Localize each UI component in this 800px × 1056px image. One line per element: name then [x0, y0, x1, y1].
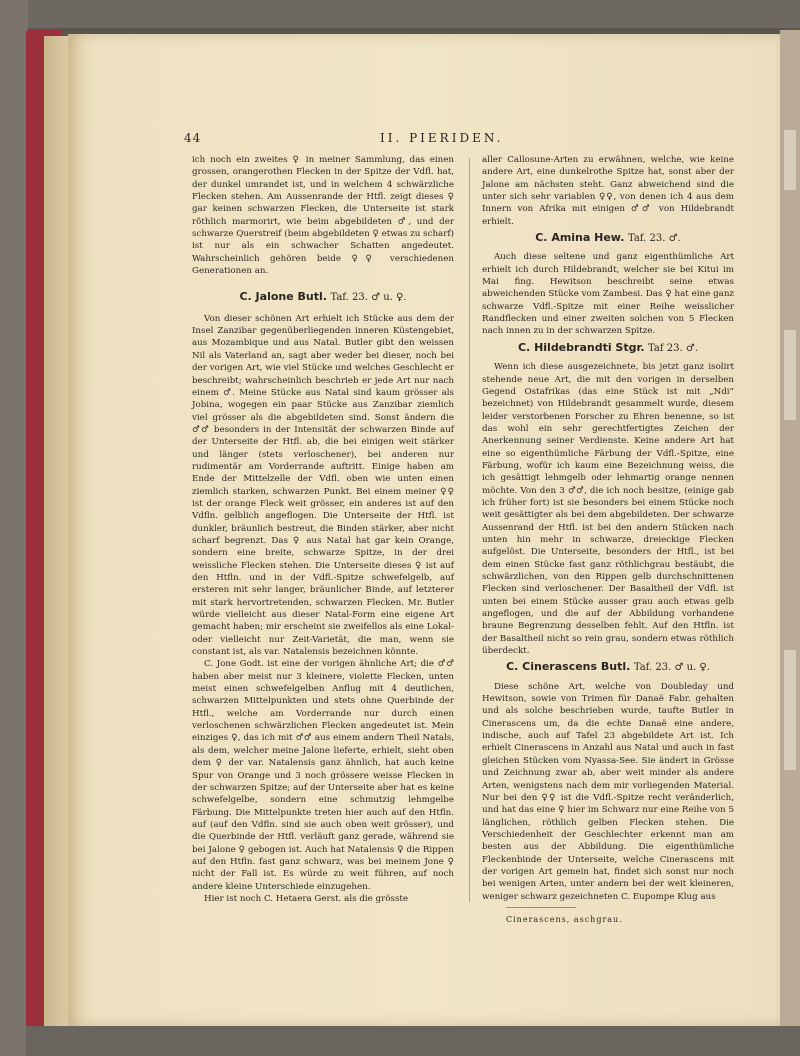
paragraph: Von dieser schönen Art erhielt ich Stücke aus dem der Insel Zanzibar gegenüberliegenden inneren Küstengebiet, aus Mozambique und aus Natal. Butler gibt den weissen Nil als Vaterland an, sagt aber weder bei dieser, noch bei der vorigen Art, wie viel Stücke und welches Geschlecht er beschreibt; wahrscheinlich beschrieb er jede Art nur nach einem ♂. Meine Stücke aus Natal sind kaum grösser als Jobina, wogegen ein paar Stücke aus Zanzibar ziemlich viel grösser als die abgebildeten sind. Sonst ändern die ♂♂ besonders in der Intensität der schwarzen Binde auf der Unterseite der Htfl. ab, die bei einigen weit stärker und länger (stets verloschener), bei anderen nur rudimentär am Vorderrande auftritt. Einige haben am Ende der Mittelzelle der Vdfl. oben wie unten einen ziemlich starken, schwarzen Punkt. Bei einem meiner ♀♀ ist der orange Fleck weit grösser, ein anderes ist auf den Vdfln. gelblich angeflogen. Die Unterseite der Htfl. ist dunkler, bräunlich bestreut, die Binden stärker, aber nicht scharf begrenzt. Das ♀ aus Natal hat gar kein Orange, sondern eine breite, schwarze Spitze, in der drei weissliche Flecken stehen. Die Unterseite dieses ♀ ist auf den Htfln. und in der Vdfl.-Spitze schwefelgelb, auf ersteren mit sehr langer, bräunlicher Binde, auf letzterer mit stark hervortretenden, schwarzen Flecken. Mr. Butler würde vielleicht aus dieser Natal-Form eine eigene Art gemacht haben; mir erscheint sie zweifellos als eine Lokal- oder vielleicht nur Zeit-Varietät, die man, wenn sie constant ist, als var. Natalensis bezeichnen könnte. — [192, 313, 454, 658]
running-head: II. PIERIDEN. — [380, 131, 504, 145]
page-edges — [780, 30, 800, 1030]
book-cover-top — [0, 0, 800, 28]
species-heading — [482, 342, 734, 355]
left-column — [192, 154, 454, 905]
book-cover-left — [0, 0, 28, 1056]
paragraph: Diese schöne Art, welche von Doubleday und Hewitson, sowie von Trimen für Danaë Fabr. gehalten und als solche beschrieben wurde, taufte Butler in Cinerascens um, da die echte Danaë eine andere, indische, auch auf Tafel 23 abgebildete Art ist. Ich erhielt Cinerascens in Anzahl aus Natal und auch in fast gleichen Stücken vom Nyassa-See. Sie ändert in Grösse und Zeichnung zwar ab, aber weit minder als andere Arten, wenigstens nach dem mir vorliegenden Material. Nur bei den ♀♀ ist die Vdfl.-Spitze recht veränderlich, und hat das eine ♀ hier im Schwarz nur eine Reihe von 5 länglichen, röthlich gelben Flecken stehen. Die Verschiedenheit der Geschlechter erkennt man am besten aus der Abbildung. Die eigenthümliche Fleckenbinde der Unterseite, welche Cinerascens mit der vorigen Art gemein hat, findet sich sonst nur noch bei wenigen Arten, unter andern bei der weit kleineren, weniger schwarz gezeichneten C. Eupompe Klug aus — [482, 681, 734, 902]
paragraph: Wenn ich diese ausgezeichnete, bis jetzt ganz isolirt stehende neue Art, die mit den vorigen in derselben Gegend Ostafrikas (das eine Stück ist mit „Ndi“ bezeichnet) von Hildebrandt gesammelt wurde, diesem leider verstorbenen Forscher zu Ehren benenne, so ist das wohl ein sehr gerechtfertigtes Zeichen der Anerkennung seiner Verdienste. Keine andere Art hat eine so eigenthümliche Färbung der Vdfl.-Spitze, eine Färbung, wofür ich kaum eine Bezeichnung weiss, die ich gesättigt lehmgelb oder lehmartig orange nennen möchte. Von den 3 ♂♂, die ich noch besitze, (einige gab ich früher fort) ist sie besonders bei einem Stücke noch weit gesättigter als bei dem abgebildeten. Der schwarze Aussenrand der Htfl. ist bei den andern Stücken nach unten hin mehr in schwarze, dreieckige Flecken aufgelöst. Die Unterseite, besonders der Htfl., ist bei dem einen Stücke fast ganz röthlichgrau bestäubt, die schwärzlichen, von den Rippen gelb durchschnittenen Flecken sind verloschener. Der Basaltheil der Vdfl. ist unten bei einem Stücke ausser grau auch etwas gelb angeflogen, und die auf der Abbildung vorhandene braune Begrenzung desselben fehlt. Auf den Htfln. ist der Basaltheil nicht so rein grau, sondern etwas röthlich überdeckt. — [482, 362, 734, 657]
page-edge-strip — [784, 330, 796, 420]
plate-reference: Taf. 23. ♂. — [627, 233, 681, 245]
species-heading — [192, 291, 454, 304]
page-number: 44 — [184, 131, 202, 145]
paragraph: Hier ist noch C. Hetaera Gerst. als die grösste — [204, 893, 409, 904]
book-cover-bottom — [26, 1026, 800, 1056]
plate-reference: Taf 23. ♂. — [648, 342, 698, 354]
right-column — [482, 154, 734, 903]
species-name: C. Jalone Butl. — [239, 290, 327, 304]
species-name: C. Cinerascens Butl. — [506, 660, 631, 674]
paragraph: aller Callosune-Arten zu erwähnen, welche, wie keine andere Art, eine dunkelrothe Spitze hat, sonst aber der Jalone am nächsten steht. Ganz abweichend sind die unter sich sehr variablen ♀♀, von denen ich 4 aus dem Innern von Afrika mit einigen ♂♂ von Hildebrandt erhielt. — [482, 155, 734, 227]
page-edge-strip — [784, 130, 796, 190]
footnote-rule — [506, 907, 576, 908]
species-heading — [482, 232, 734, 245]
species-name: C. Amina Hew. — [535, 231, 625, 245]
plate-reference: Taf. 23. ♂ u. ♀. — [330, 292, 407, 304]
paragraph: ich noch ein zweites ♀ in meiner Sammlung, das einen grossen, orangerothen Flecken in der Spitze der Vdfl. hat, der dunkel umrandet ist, und in welchem 4 schwärzliche Flecken stehen. Am Aussenrande der Htfl. zeigt dieses ♀ gar keinen schwarzen Flecken, die Unterseite ist stark röthlich marmorirt, wie beim abgebildeten ♂, und der schwarze Querstreif (beim abgebildeten ♀ etwas zu scharf) ist nur als ein schwacher Schatten angedeutet. Wahrscheinlich gehören beide ♀♀ verschiedenen Generationen an. — [192, 155, 454, 277]
plate-reference: Taf. 23. ♂ u. ♀. — [633, 662, 710, 674]
species-heading — [482, 661, 734, 674]
column-divider — [469, 158, 470, 902]
species-name: C. Hildebrandti Stgr. — [517, 340, 645, 354]
paragraph: C. Jone Godt. ist eine der vorigen ähnliche Art; die ♂♂ haben aber meist nur 3 kleinere, violette Flecken, unten meist einen schwefelgelben Anflug mit 4 deutlichen, schwarzen Mittelpunkten und stets ohne Querbinde der Htfl., welche am Vorderrande nur durch einen verloschenen schwärzlichen Flecken angedeutet ist. Mein einziges ♀, das ich mit ♂♂ aus einem andern Theil Natals, als dem, welcher meine Jalone lieferte, erhielt, sieht oben dem ♀ der var. Natalensis ganz ähnlich, hat auch keine Spur von Orange und 3 noch grössere weisse Flecken in der schwarzen Spitze; auf der Unterseite aber hat es keine schwefelgelbe, sondern eine schmutzig lehmgelbe Färbung. Die Mittelpunkte treten hier auch auf den Htfln. auf (auf den Vdfln. sind sie auch oben weit grösser), und die Querbinde der Htfl. verläuft ganz gerade, während sie bei Jalone ♀ gebogen ist. Auch hat Natalensis ♀ die Rippen auf den Htfln. fast ganz schwarz, was bei meinem Jone ♀ nicht der Fall ist. Es würde zu weit führen, auf noch andere kleine Unterschiede einzugehen. — [192, 659, 454, 892]
page-edge-strip — [784, 650, 796, 770]
paragraph: Auch diese seltene und ganz eigenthümliche Art erhielt ich durch Hildebrandt, welcher sie bei Kitui im Mai fing. Hewitson beschreibt seine etwas abweichenden Stücke vom Zambesi. Das ♀ hat eine ganz schwarze Vdfl.-Spitze mit einer Reihe weisslicher Randflecken und einer zweiten solchen von 5 Flecken nach innen zu in der schwarzen Spitze. — [482, 252, 734, 337]
footnote: Cinerascens, aschgrau. — [506, 915, 623, 924]
page-header — [118, 131, 758, 149]
